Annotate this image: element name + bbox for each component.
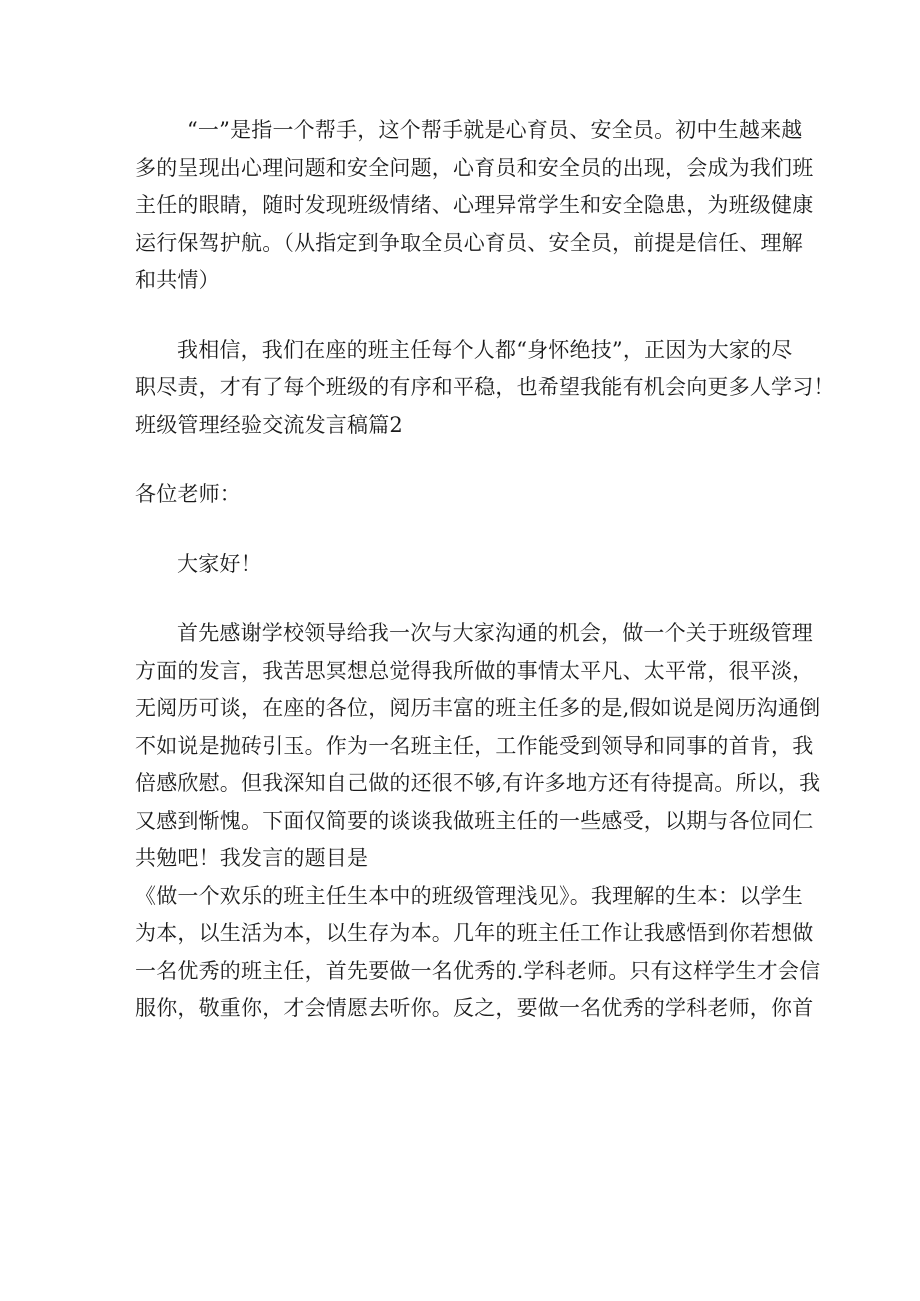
text-line: 《做一个欢乐的班主任生本中的班级管理浅见》。我理解的生本：以学生 <box>135 883 803 908</box>
text-line: 方面的发言，我苦思冥想总觉得我所做的事情太平凡、太平常，很平淡， <box>135 658 814 683</box>
document-page <box>135 112 835 1028</box>
text-line: 一名优秀的班主任，首先要做一名优秀的.学科老师。只有这样学生才会信 <box>135 958 821 983</box>
text-line: 不如说是抛砖引玉。作为一名班主任，工作能受到领导和同事的首肯，我 <box>135 733 814 758</box>
paragraph-belief <box>135 332 835 445</box>
text-line: 共勉吧！我发言的题目是 <box>135 846 369 870</box>
greeting <box>135 546 785 584</box>
text-line: 主任的眼睛，随时发现班级情绪、心理异常学生和安全隐患，为班级健康 <box>135 193 814 217</box>
text-line: 多的呈现出心理问题和安全问题，心育员和安全员的出现，会成为我们班 <box>135 155 814 180</box>
paragraph-helper <box>135 112 814 300</box>
text-line: 我相信，我们在座的班主任每个人都“身怀绝技”，正因为大家的尽 <box>177 337 793 362</box>
section-heading: 班级管理经验交流发言稿篇2 <box>135 412 403 437</box>
text-line: 为本，以生活为本，以生存为本。几年的班主任工作让我感悟到你若想做 <box>135 921 814 945</box>
text-line: 无阅历可谈，在座的各位，阅历丰富的班主任多的是,假如说是阅历沟通倒 <box>135 696 821 720</box>
text-line: 和共情） <box>135 268 220 292</box>
text-line: “一”是指一个帮手，这个帮手就是心育员、安全员。初中生越来越 <box>187 118 803 142</box>
text-line: 又感到惭愧。下面仅简要的谈谈我做班主任的一些感受，以期与各位同仁 <box>135 808 814 833</box>
text-line: 倍感欣慰。但我深知自己做的还很不够,有许多地方还有待提高。所以，我 <box>135 771 821 795</box>
text-line: 职尽责，才有了每个班级的有序和平稳，也希望我能有机会向更多人学习！ <box>135 375 835 399</box>
text-line: 大家好！ <box>177 551 262 576</box>
text-line: 首先感谢学校领导给我一次与大家沟通的机会，做一个关于班级管理 <box>177 621 813 645</box>
paragraph-speech <box>135 615 821 1028</box>
text-line: 运行保驾护航。（从指定到争取全员心育员、安全员，前提是信任、理解 <box>135 230 803 255</box>
text-line: 各位老师： <box>135 482 241 506</box>
salutation <box>135 476 785 514</box>
text-line: 服你，敬重你，才会情愿去听你。反之，要做一名优秀的学科老师，你首 <box>135 996 814 1020</box>
